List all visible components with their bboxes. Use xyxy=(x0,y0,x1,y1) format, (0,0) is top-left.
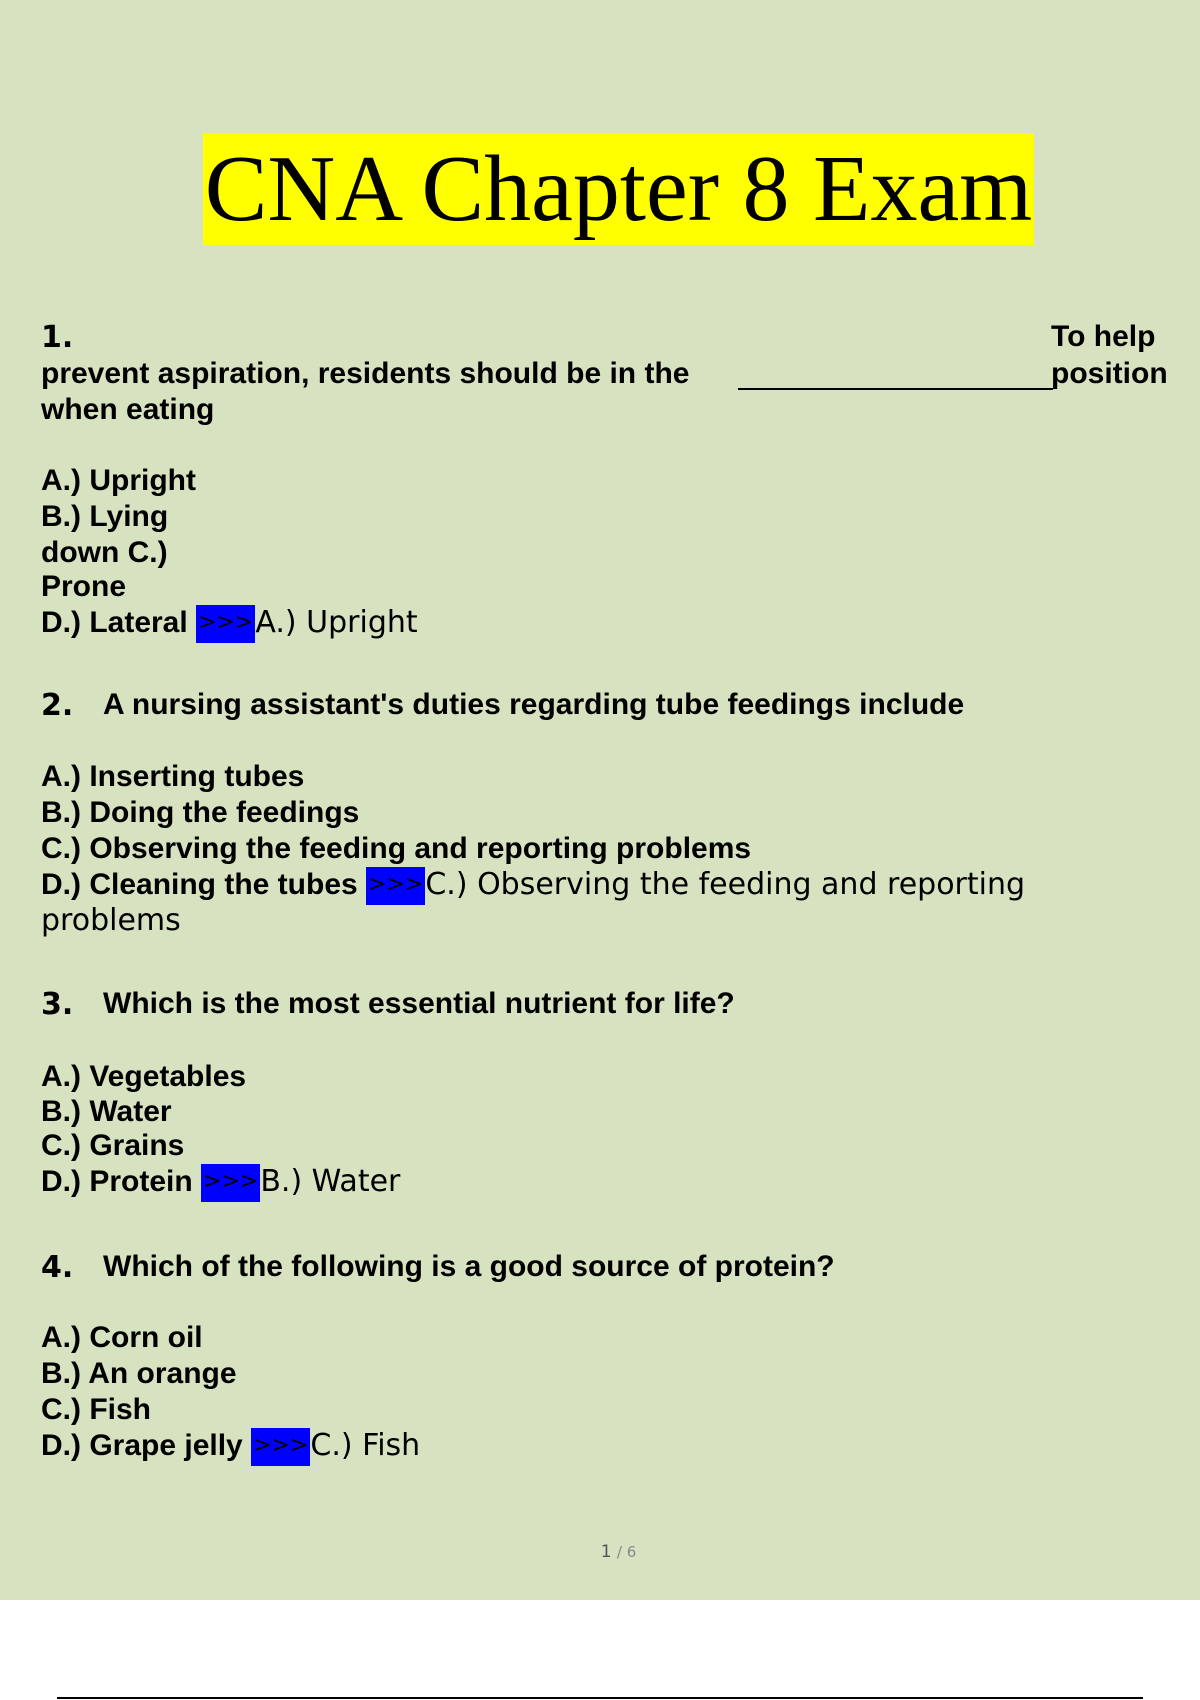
question-4-option-line: D.) Grape jelly xyxy=(41,1429,243,1462)
question-1-text-part-b: prevent aspiration, residents should be in the xyxy=(41,357,690,390)
question-2-answer-line xyxy=(41,867,1025,905)
question-1-text-part-c: position xyxy=(1051,357,1168,390)
question-4-option-line: C.) Fish xyxy=(41,1393,151,1426)
answer-arrow-marker: >>> xyxy=(366,867,425,905)
question-1-text-part-d: when eating xyxy=(41,393,215,426)
question-2-answer-continued: problems xyxy=(41,903,181,938)
question-4-option-line: B.) An orange xyxy=(41,1357,237,1390)
question-3-number: 3. xyxy=(41,987,74,1022)
title-container xyxy=(0,133,1200,245)
page-indicator xyxy=(0,1542,1200,1562)
question-1-option-line: down C.) xyxy=(41,536,168,569)
answer-arrow-marker: >>> xyxy=(196,605,255,643)
question-3-option-line: B.) Water xyxy=(41,1095,172,1128)
question-4-answer: C.) Fish xyxy=(310,1428,421,1463)
question-4-option-line: A.) Corn oil xyxy=(41,1321,203,1354)
question-1-option-line: Prone xyxy=(41,570,127,603)
question-1-answer-line xyxy=(41,605,418,643)
question-3-option-line: A.) Vegetables xyxy=(41,1060,247,1093)
question-2-option-line: D.) Cleaning the tubes xyxy=(41,868,358,901)
question-2-option-line: C.) Observing the feeding and reporting problems xyxy=(41,832,752,865)
question-2-option-line: B.) Doing the feedings xyxy=(41,796,360,829)
question-2-option-line: A.) Inserting tubes xyxy=(41,760,305,793)
question-3-option-line: D.) Protein xyxy=(41,1165,193,1198)
question-1-answer: A.) Upright xyxy=(255,605,418,640)
question-4-answer-line xyxy=(41,1428,420,1466)
question-2-text: A nursing assistant's duties regarding tube feedings include xyxy=(103,688,965,721)
answer-arrow-marker: >>> xyxy=(201,1164,260,1202)
question-3-answer-line xyxy=(41,1164,400,1202)
question-1-blank-line xyxy=(738,388,1053,390)
question-3-answer: B.) Water xyxy=(260,1164,401,1199)
question-2-answer: C.) Observing the feeding and reporting xyxy=(425,867,1026,902)
question-1-option-line: A.) Upright xyxy=(41,464,196,497)
question-1-text-part-a: To help xyxy=(1051,320,1156,353)
question-2-number: 2. xyxy=(41,688,74,723)
page-title: CNA Chapter 8 Exam xyxy=(203,133,1035,245)
question-1-number: 1. xyxy=(41,320,74,355)
question-1-option-line: D.) Lateral xyxy=(41,606,188,639)
question-4-number: 4. xyxy=(41,1250,74,1285)
answer-arrow-marker: >>> xyxy=(251,1428,310,1466)
question-3-text: Which is the most essential nutrient for life? xyxy=(103,987,735,1020)
page-total: / 6 xyxy=(616,1543,637,1561)
question-3-option-line: C.) Grains xyxy=(41,1129,185,1162)
question-4-text: Which of the following is a good source of protein? xyxy=(103,1250,835,1283)
question-1-option-line: B.) Lying xyxy=(41,500,169,533)
page-current: 1 xyxy=(600,1542,612,1562)
next-page-divider xyxy=(57,1697,1143,1699)
